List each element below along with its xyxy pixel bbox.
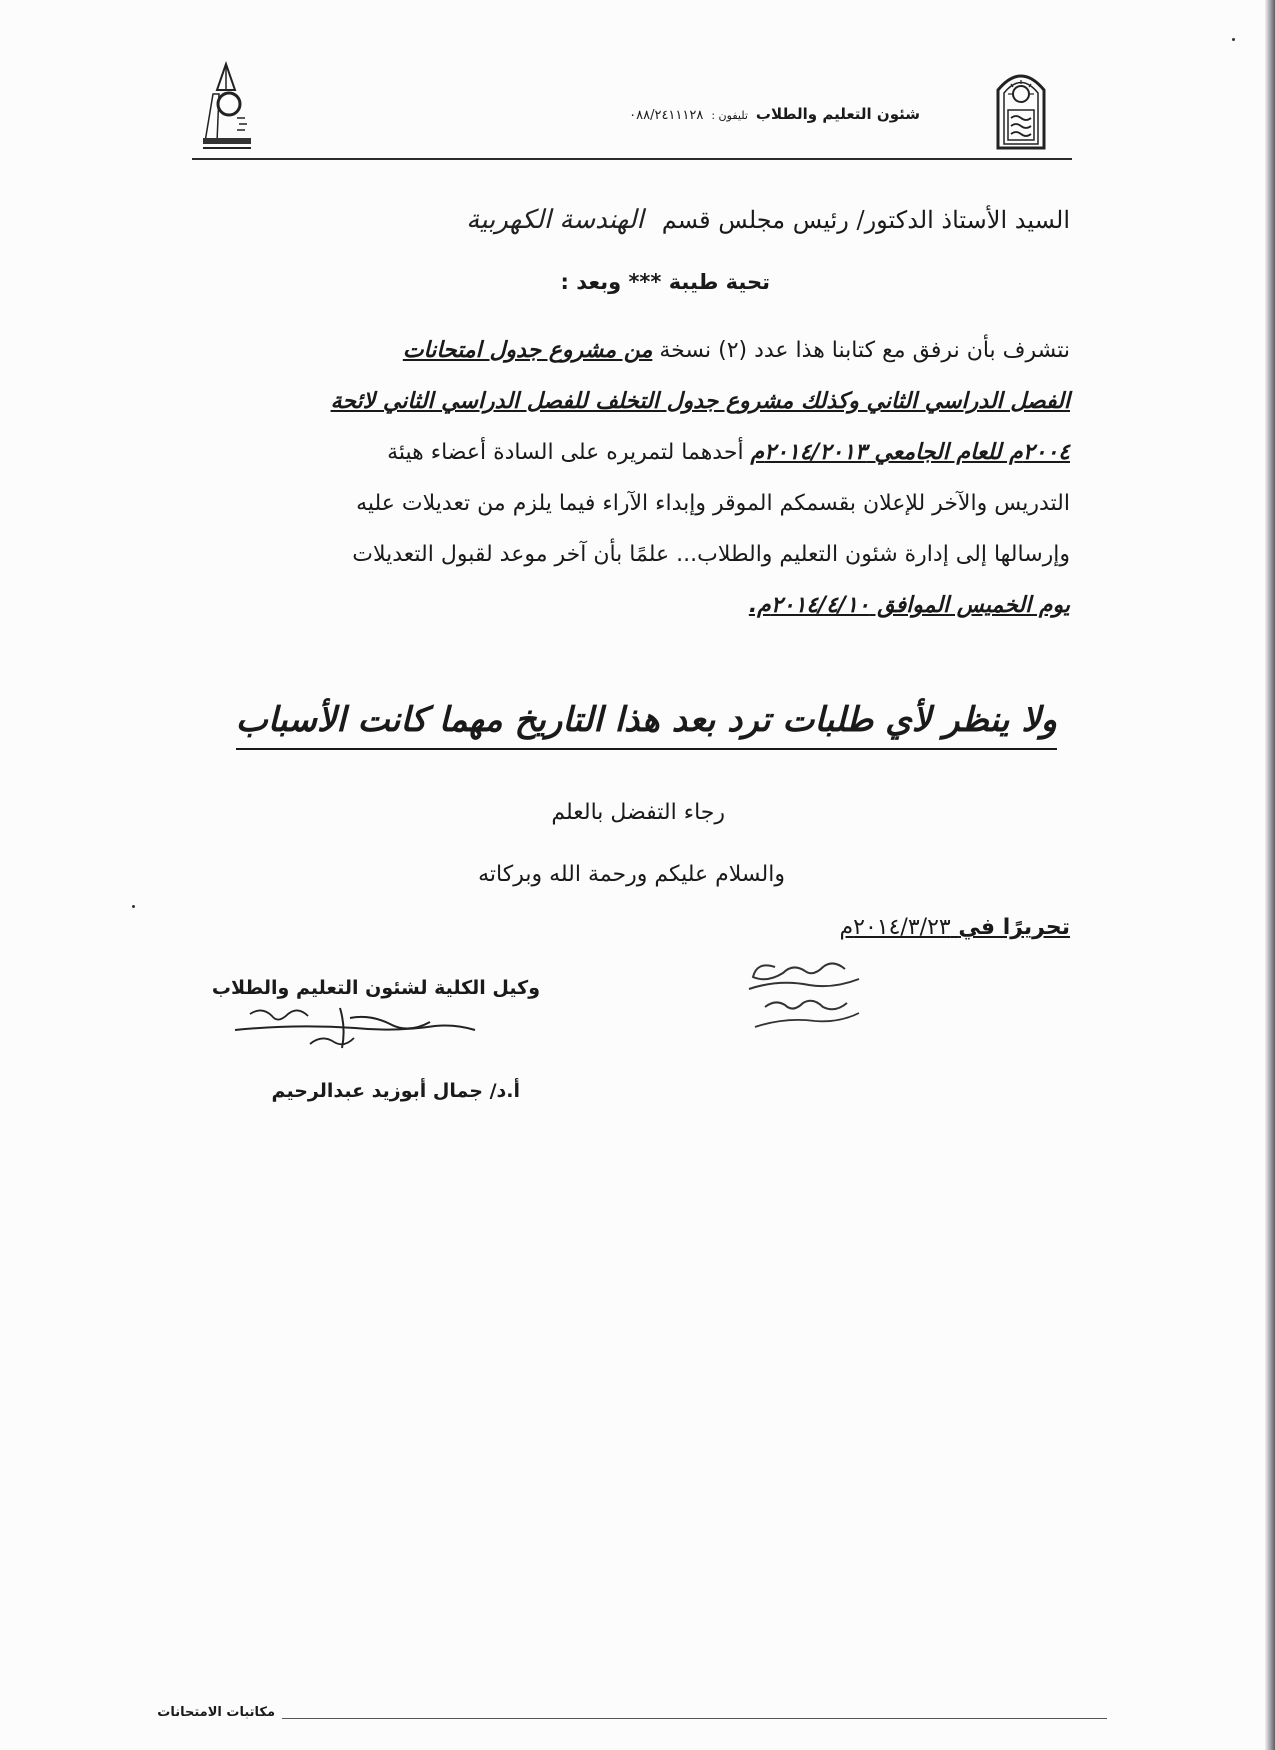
deadline-notice: ولا ينظر لأي طلبات ترد بعد هذا التاريخ مهما كانت الأسباب <box>236 700 1057 750</box>
body-line: الفصل الدراسي الثاني وكذلك مشروع جدول التخلف للفصل الدراسي الثاني لائحة <box>330 389 1070 414</box>
body-line: وإرسالها إلى إدارة شئون التعليم والطلاب... علمًا بأن آخر موعد لقبول التعديلات <box>352 542 1070 567</box>
phone-number: ٠٨٨/٢٤١١١٢٨ <box>629 108 704 123</box>
addressee-handwritten: الهندسة الكهربية <box>466 205 644 235</box>
signatory-name: أ.د/ جمال أبوزيد عبدالرحيم <box>271 1080 520 1102</box>
scan-speck <box>132 905 135 908</box>
closing-salutation: والسلام عليكم ورحمة الله وبركاته <box>478 862 785 887</box>
faculty-logo-icon <box>195 60 257 150</box>
university-logo-icon <box>992 60 1050 150</box>
letter-body <box>200 325 1070 631</box>
signatory-title: وكيل الكلية لشئون التعليم والطلاب <box>211 977 540 999</box>
body-line: التدريس والآخر للإعلان بقسمكم الموقر وإبداء الآراء فيما يلزم من تعديلات عليه <box>356 491 1070 516</box>
issue-date-value: ٢٠١٤/٣/٢٣م <box>839 915 951 940</box>
addressee-printed: السيد الأستاذ الدكتور/ رئيس مجلس قسم <box>661 206 1070 234</box>
body-line: يوم الخميس الموافق ٢٠١٤/٤/١٠م. <box>748 593 1070 618</box>
letterhead-office: شئون التعليم والطلاب <box>755 105 920 123</box>
issue-date <box>840 915 1070 940</box>
handwritten-signature-icon <box>230 1000 480 1055</box>
scan-speck <box>1232 38 1235 41</box>
phone-label: تليفون : <box>711 109 748 122</box>
addressee <box>466 205 1070 235</box>
issue-date-label: تحريرًا في <box>958 915 1070 940</box>
greeting: تحية طيبة *** وبعد : <box>560 270 770 294</box>
handwritten-initials-icon <box>735 945 885 1035</box>
body-line: ٢٠٠٤م للعام الجامعي ٢٠١٤/٢٠١٣م أحدهما لتمريره على السادة أعضاء هيئة <box>387 440 1070 465</box>
scan-edge <box>1265 0 1275 1750</box>
closing-request: رجاء التفضل بالعلم <box>551 800 725 825</box>
body-line: نتشرف بأن نرفق مع كتابنا هذا عدد (٢) نسخة من مشروع جدول امتحانات <box>402 338 1070 363</box>
footer-label: مكاتبات الامتحانات <box>151 1705 275 1720</box>
footer-rule <box>282 1718 1107 1719</box>
header-rule <box>192 158 1072 160</box>
letterhead <box>629 105 920 123</box>
